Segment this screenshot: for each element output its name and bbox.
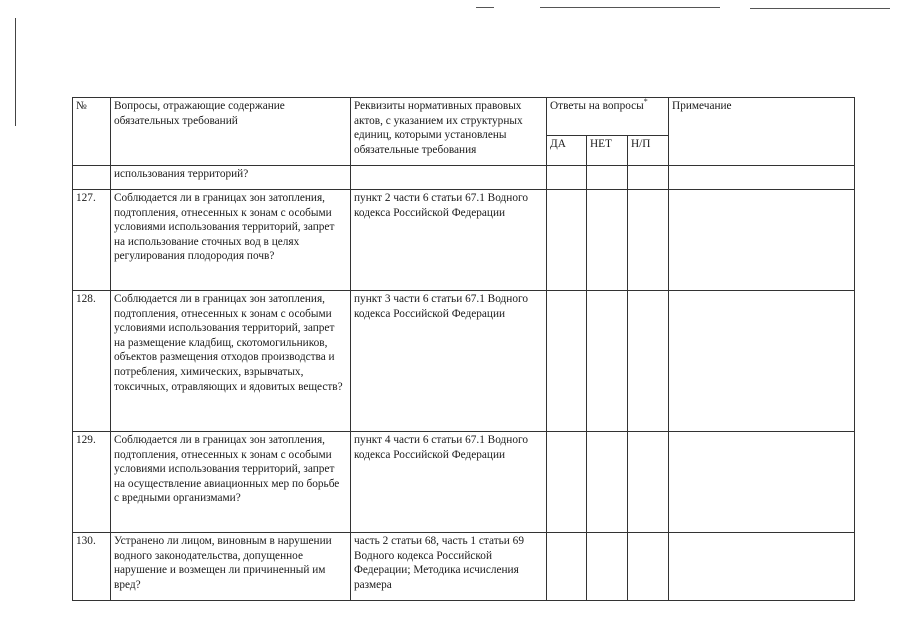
cell-number: 127. (73, 190, 111, 291)
cell-answer-yes[interactable] (547, 533, 587, 601)
cell-requisite (351, 166, 547, 190)
table-row (73, 190, 855, 291)
cell-note[interactable] (669, 291, 855, 432)
table-row (73, 291, 855, 432)
cell-requisite: пункт 3 части 6 статьи 67.1 Водного кодекса Российской Федерации (351, 291, 547, 432)
table-row-continuation (73, 166, 855, 190)
header-questions: Вопросы, отражающие содержание обязательных требований (111, 98, 351, 166)
checklist-table (72, 97, 855, 601)
cell-requisite: пункт 2 части 6 статьи 67.1 Водного кодекса Российской Федерации (351, 190, 547, 291)
header-note: Примечание (669, 98, 855, 166)
scan-margin-line (15, 18, 16, 126)
cell-note[interactable] (669, 432, 855, 533)
cell-number (73, 166, 111, 190)
cell-note[interactable] (669, 190, 855, 291)
cell-number: 128. (73, 291, 111, 432)
cell-answer-na[interactable] (628, 166, 669, 190)
cell-question: использования территорий? (111, 166, 351, 190)
scan-dash (540, 7, 720, 8)
cell-answer-no[interactable] (587, 291, 628, 432)
cell-requisite: пункт 4 части 6 статьи 67.1 Водного кодекса Российской Федерации (351, 432, 547, 533)
cell-answer-yes[interactable] (547, 432, 587, 533)
table-row (73, 533, 855, 601)
scan-dash (476, 7, 494, 8)
header-number: № (73, 98, 111, 166)
scan-dash (750, 8, 890, 9)
cell-answer-yes[interactable] (547, 190, 587, 291)
table-row (73, 432, 855, 533)
cell-answer-no[interactable] (587, 432, 628, 533)
header-answers (547, 98, 669, 136)
cell-note[interactable] (669, 166, 855, 190)
header-no: НЕТ (587, 136, 628, 166)
cell-answer-yes[interactable] (547, 291, 587, 432)
header-yes: ДА (547, 136, 587, 166)
cell-note[interactable] (669, 533, 855, 601)
footnote-mark: * (643, 97, 648, 107)
cell-question: Соблюдается ли в границах зон затопления, подтопления, отнесенных к зонам с особыми условиями использования территорий, запрет на размещение кладбищ, скотомогильников, объектов размещения отходов производства и потребления, химических, взрывчатых, токсичных, отравляющих и ядовитых веществ? (111, 291, 351, 432)
header-na: Н/П (628, 136, 669, 166)
cell-question: Устранено ли лицом, виновным в нарушении водного законодательства, допущенное нарушение и возмещен ли причиненный им вред? (111, 533, 351, 601)
cell-answer-yes[interactable] (547, 166, 587, 190)
cell-number: 129. (73, 432, 111, 533)
cell-answer-no[interactable] (587, 190, 628, 291)
header-requisites: Реквизиты нормативных правовых актов, с указанием их структурных единиц, которыми установлены обязательные требования (351, 98, 547, 166)
cell-number: 130. (73, 533, 111, 601)
cell-requisite: часть 2 статьи 68, часть 1 статьи 69 Водного кодекса Российской Федерации; Методика исчисления размера (351, 533, 547, 601)
cell-question: Соблюдается ли в границах зон затопления, подтопления, отнесенных к зонам с особыми условиями использования территорий, запрет на осуществление авиационных мер по борьбе с вредными организмами? (111, 432, 351, 533)
cell-answer-na[interactable] (628, 190, 669, 291)
cell-answer-na[interactable] (628, 291, 669, 432)
cell-answer-no[interactable] (587, 166, 628, 190)
cell-answer-na[interactable] (628, 533, 669, 601)
cell-answer-no[interactable] (587, 533, 628, 601)
cell-question: Соблюдается ли в границах зон затопления, подтопления, отнесенных к зонам с особыми условиями использования территорий, запрет на использование сточных вод в целях регулирования плодородия почв? (111, 190, 351, 291)
header-answers-label: Ответы на вопросы (550, 100, 644, 112)
cell-answer-na[interactable] (628, 432, 669, 533)
